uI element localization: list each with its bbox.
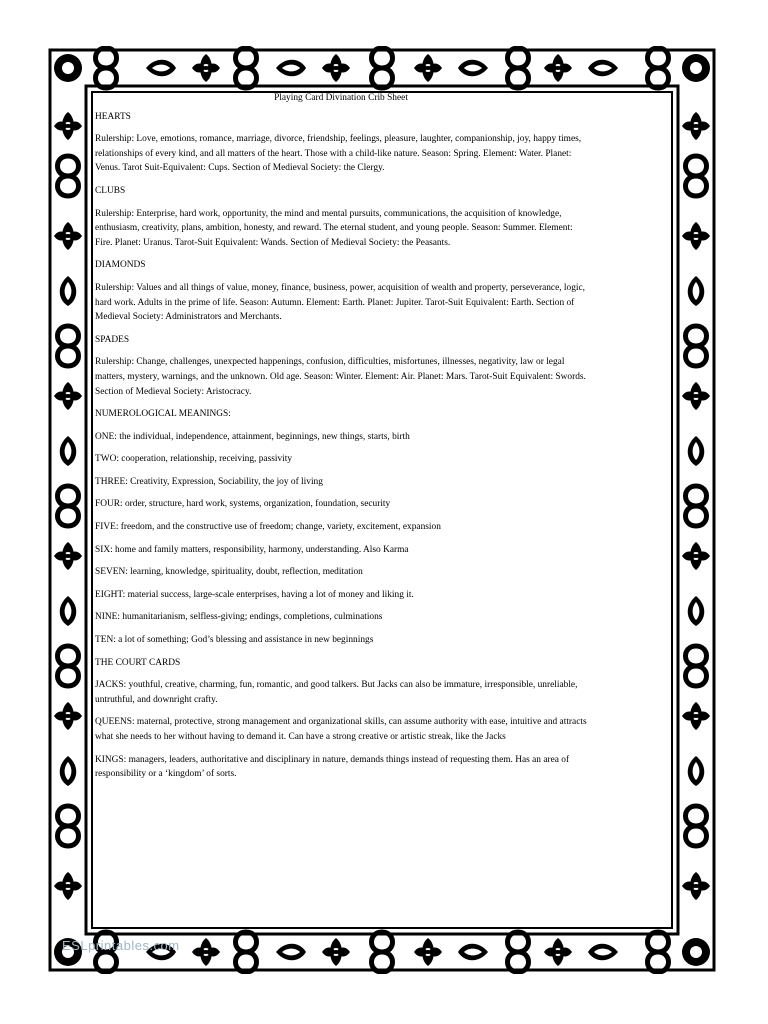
numerology-five: FIVE: freedom, and the constructive use of freedom; change, variety, excitement, expansion xyxy=(95,522,441,533)
numerology-four: FOUR: order, structure, hard work, systems, organization, foundation, security xyxy=(95,499,391,510)
numerology-eight: EIGHT: material success, large-scale enterprises, having a lot of money and liking it. xyxy=(95,589,414,600)
numerology-seven: SEVEN: learning, knowledge, spirituality, doubt, reflection, meditation xyxy=(95,567,363,578)
diamonds-heading: DIAMONDS xyxy=(95,260,146,271)
court-kings: KINGS: managers, leaders, authoritative and disciplinary in nature, demands things instead of requesting them. Has an area of responsibility or a ‘kingdom’ of sorts. xyxy=(95,754,570,780)
numerology-two: TWO: cooperation, relationship, receiving, passivity xyxy=(95,454,293,465)
watermark-logo: ESLprintables.com xyxy=(62,938,180,953)
court-jacks: JACKS: youthful, creative, charming, fun, romantic, and good talkers. But Jacks can also be immature, irresponsible, unreliable, untruthful, and downright crafty. xyxy=(95,680,578,705)
hearts-description: Rulership: Love, emotions, romance, marriage, divorce, friendship, feelings, pleasure, laughter, companionship, joy, happy times, relationships of every kind, and all matters of the heart. Those with a child-like nature. Season: Spring. Element: Water. Planet: Venus. Tarot Suit-Equivalent: Cups. Section of Medieval Society: the Clergy. xyxy=(95,134,582,174)
court-cards-heading: THE COURT CARDS xyxy=(95,657,181,668)
clubs-heading: CLUBS xyxy=(95,185,126,196)
numerology-ten: TEN: a lot of something; God’s blessing and assistance in new beginnings xyxy=(95,635,374,646)
clubs-description: Rulership: Enterprise, hard work, opportunity, the mind and mental pursuits, communications, the acquisition of knowledge, enthusiasm, creativity, plans, ambition, honesty, and reward. The eternal student, and young people. Season: Summer. Element: Fire. Planet: Uranus. Tarot-Suit Equivalent: Wands. Section of Medieval Society: the Peasants. xyxy=(95,208,573,248)
numerology-six: SIX: home and family matters, responsibility, harmony, understanding. Also Karma xyxy=(95,544,409,555)
spades-heading: SPADES xyxy=(95,334,130,345)
numerology-nine: NINE: humanitarianism, selfless-giving; endings, completions, culminations xyxy=(95,612,383,623)
court-queens: QUEENS: maternal, protective, strong management and organizational skills, can assume authority with ease, intuitive and attracts what she needs to her without having to demand it. Can have a strong creative or artistic streak, like the Jacks xyxy=(95,717,587,742)
numerological-heading: NUMEROLOGICAL MEANINGS: xyxy=(95,409,231,420)
numerology-three: THREE: Creativity, Expression, Sociability, the joy of living xyxy=(95,476,323,487)
numerology-one: ONE: the individual, independence, attainment, beginnings, new things, starts, birth xyxy=(95,431,410,442)
crib-sheet-content xyxy=(95,91,587,790)
spades-description: Rulership: Change, challenges, unexpected happenings, confusion, difficulties, misfortunes, illnesses, negativity, law or legal matters, mystery, warnings, and the unknown. Old age. Season: Winter. Element: Air. Planet: Mars. Tarot-Suit Equivalent: Swords. Section of Medieval Society: Aristocracy. xyxy=(95,357,586,397)
document-title: Playing Card Divination Crib Sheet xyxy=(274,93,408,103)
diamonds-description: Rulership: Values and all things of value, money, finance, business, power, acquisition of wealth and property, perseverance, logic, hard work. Adults in the prime of life. Season: Autumn. Element: Earth. Planet: Jupiter. Tarot-Suit Equivalent: Earth. Section of Medieval Society: Administrators and Merchants. xyxy=(95,282,586,323)
hearts-heading: HEARTS xyxy=(95,111,131,122)
